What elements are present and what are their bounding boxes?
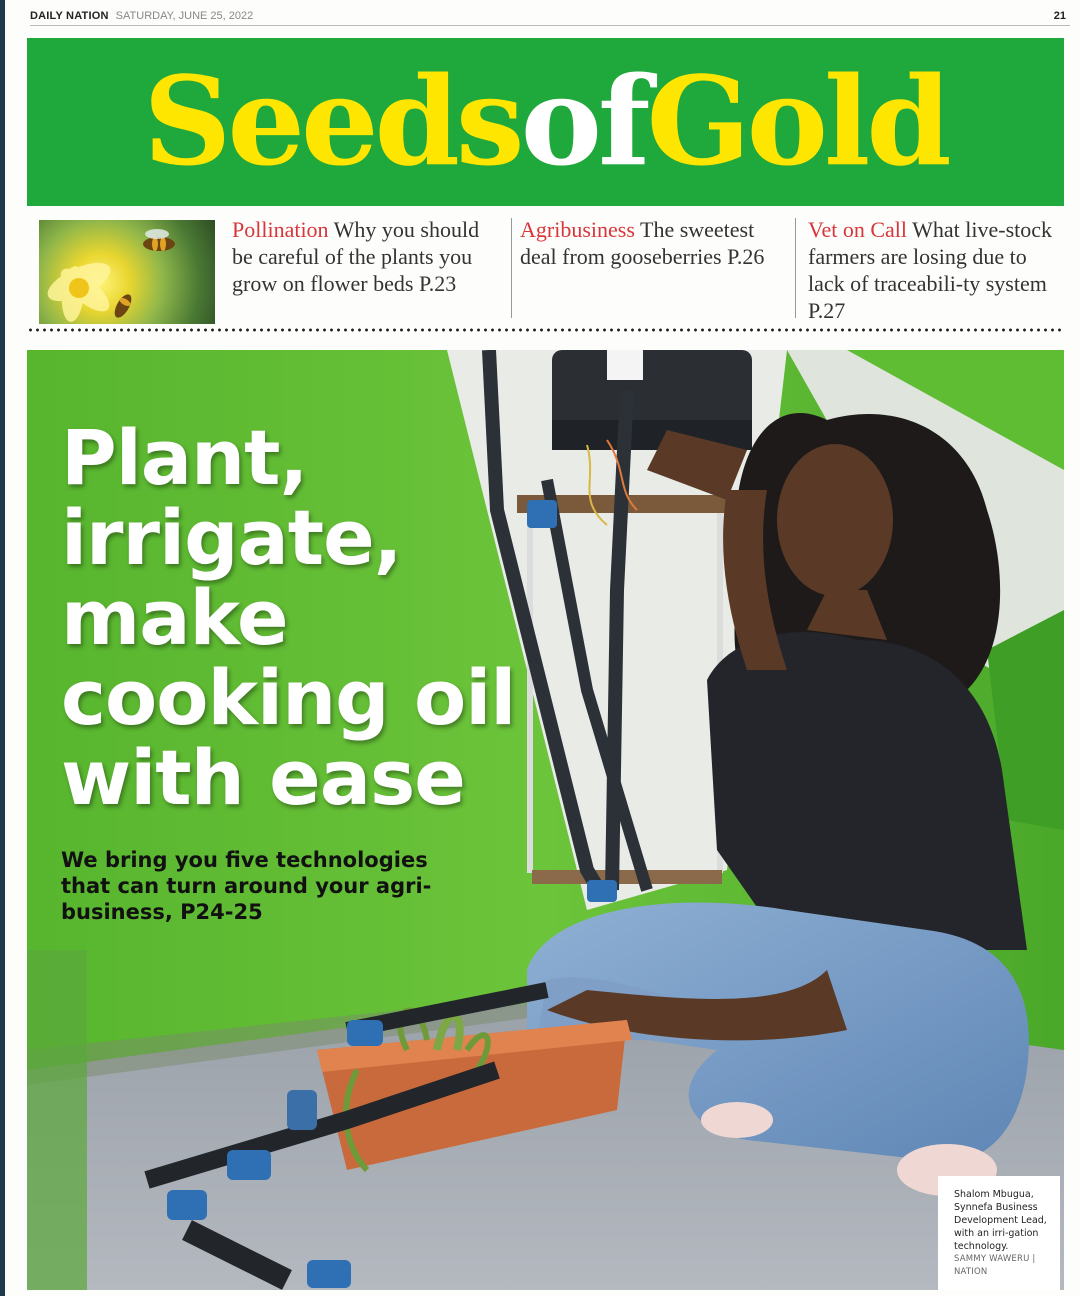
page-number: 21 <box>1053 10 1066 22</box>
teaser-text: Why you should be careful of the plants you grow on flower beds P.23 <box>232 217 480 296</box>
hero-deck: We bring you five technologies that can turn around your agri- business, P24-25 <box>61 848 432 924</box>
teaser-kicker: Agribusiness <box>520 217 635 242</box>
teaser-text: The sweetest deal from gooseberries P.26 <box>520 217 765 269</box>
left-edge-rule <box>0 0 5 1296</box>
page-folio <box>30 10 1070 26</box>
teaser-agribusiness <box>520 216 780 270</box>
teaser-kicker: Vet on Call <box>808 217 907 242</box>
dotted-divider <box>27 328 1064 332</box>
column-divider <box>795 218 796 318</box>
teaser-strip <box>27 214 1064 330</box>
masthead-title <box>27 46 1064 196</box>
photo-credit: SAMMY WAWERU | NATION <box>954 1254 1036 1277</box>
publication-date: SATURDAY, JUNE 25, 2022 <box>115 10 254 22</box>
teaser-text: What live-stock farmers are losing due to lack of traceabili-ty system P.27 <box>808 217 1053 323</box>
newspaper-name: DAILY NATION <box>30 10 109 22</box>
masthead-title-of: of <box>520 49 647 193</box>
photo-caption-box <box>938 1176 1060 1290</box>
teaser-kicker: Pollination <box>232 217 329 242</box>
column-divider <box>511 218 512 318</box>
photo-caption: Shalom Mbugua, Synnefa Business Development Lead, with an irri-gation technology. <box>954 1189 1047 1252</box>
teaser-pollination <box>232 216 502 297</box>
masthead-title-seeds: Seeds <box>143 49 521 193</box>
bee-flower-photo <box>39 220 215 324</box>
section-masthead <box>27 38 1064 206</box>
masthead-title-gold: Gold <box>646 49 948 193</box>
hero-headline: Plant, irrigate, make cooking oil with ease <box>61 413 516 822</box>
teaser-vet-on-call <box>808 216 1068 324</box>
hero-photo <box>27 350 1064 1290</box>
